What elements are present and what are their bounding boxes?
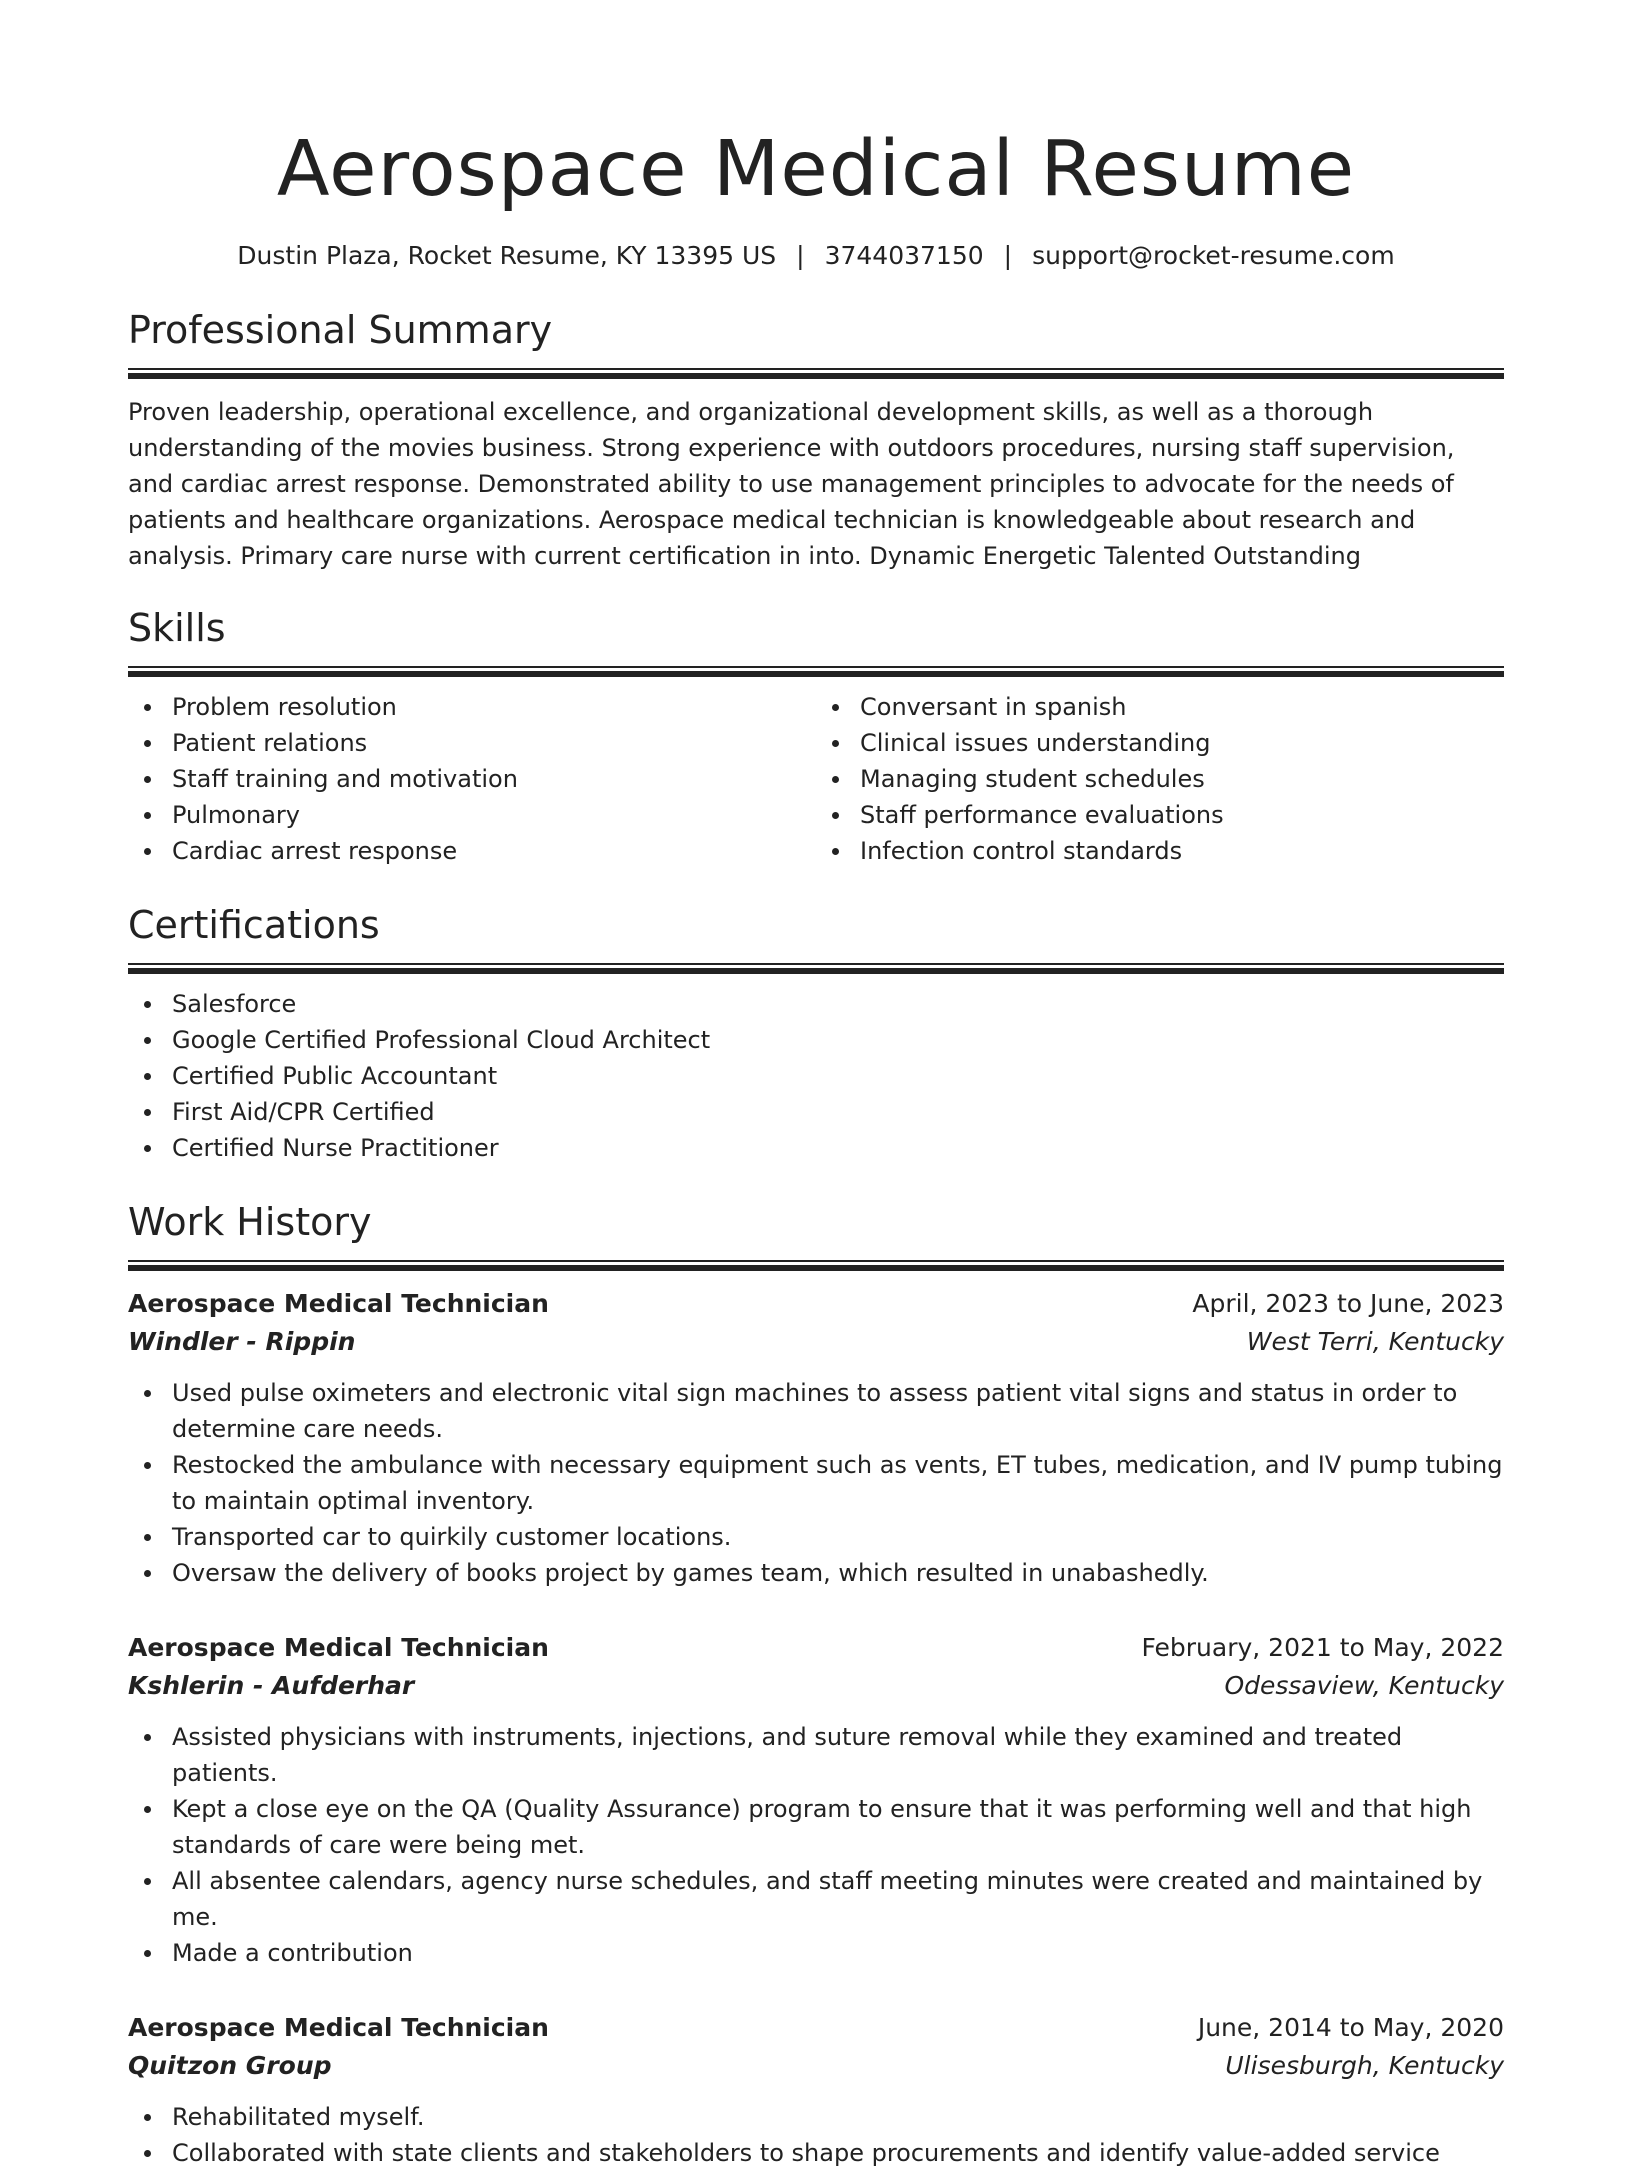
contact-line	[128, 238, 1504, 274]
certification-item: Certified Nurse Practitioner	[172, 1130, 1504, 1166]
job-dates: February, 2021 to May, 2022	[1141, 1633, 1504, 1662]
skill-item: Problem resolution	[172, 689, 816, 725]
work-history-section	[128, 1198, 1504, 2171]
professional-summary-section	[128, 306, 1504, 574]
contact-separator: |	[796, 241, 805, 270]
job-title: Aerospace Medical Technician	[128, 1633, 549, 1662]
job-company-row	[128, 1323, 1504, 1361]
job-entry	[128, 1629, 1504, 1971]
section-heading: Professional Summary	[128, 308, 553, 352]
job-bullet: Made a contribution	[172, 1935, 1504, 1971]
skill-item: Managing student schedules	[860, 761, 1504, 797]
job-bullet: Used pulse oximeters and electronic vital sign machines to assess patient vital signs and status in order to determine care needs.	[172, 1375, 1504, 1447]
section-heading: Skills	[128, 606, 226, 650]
job-bullet: Transported car to quirkily customer locations.	[172, 1519, 1504, 1555]
resume-title: Aerospace Medical Resume	[276, 125, 1356, 214]
skills-section	[128, 604, 1504, 869]
job-bullets	[128, 2099, 1504, 2171]
certification-item: First Aid/CPR Certified	[172, 1094, 1504, 1130]
skill-item: Clinical issues understanding	[860, 725, 1504, 761]
contact-separator: |	[1003, 241, 1013, 270]
certifications-section	[128, 901, 1504, 1166]
job-company: Kshlerin - Aufderhar	[128, 1671, 415, 1700]
job-bullet: Assisted physicians with instruments, injections, and suture removal while they examined and treated patients.	[172, 1719, 1504, 1791]
job-location: Odessaview, Kentucky	[1224, 1671, 1504, 1700]
job-company: Quitzon Group	[128, 2051, 332, 2080]
contact-phone: 3744037150	[824, 241, 984, 270]
job-entry	[128, 1285, 1504, 1591]
skills-list-right	[816, 689, 1504, 869]
contact-email: support@rocket-resume.com	[1032, 241, 1395, 270]
job-dates: June, 2014 to May, 2020	[1197, 2013, 1504, 2042]
job-entry	[128, 2009, 1504, 2171]
job-bullet: Restocked the ambulance with necessary equipment such as vents, ET tubes, medication, and IV pump tubing to maintain optimal inventory.	[172, 1447, 1504, 1519]
section-divider	[128, 1260, 1504, 1271]
skill-item: Infection control standards	[860, 833, 1504, 869]
section-heading: Certifications	[128, 903, 380, 947]
job-bullet: Rehabilitated myself.	[172, 2099, 1504, 2135]
section-heading: Work History	[128, 1200, 372, 1244]
job-bullet: Collaborated with state clients and stakeholders to shape procurements and identify value-added service	[172, 2135, 1504, 2171]
skill-item: Staff training and motivation	[172, 761, 816, 797]
certification-item: Salesforce	[172, 986, 1504, 1022]
job-location: West Terri, Kentucky	[1246, 1327, 1504, 1356]
skills-columns	[128, 689, 1504, 869]
skill-item: Staff performance evaluations	[860, 797, 1504, 833]
section-divider	[128, 963, 1504, 974]
job-bullet: All absentee calendars, agency nurse schedules, and staff meeting minutes were created and maintained by me.	[172, 1863, 1504, 1935]
section-divider	[128, 666, 1504, 677]
job-company-row	[128, 1667, 1504, 1705]
skill-item: Pulmonary	[172, 797, 816, 833]
job-location: Ulisesburgh, Kentucky	[1225, 2051, 1504, 2080]
section-divider	[128, 368, 1504, 379]
job-bullets	[128, 1375, 1504, 1591]
certifications-list	[128, 986, 1504, 1166]
skills-list-left	[128, 689, 816, 869]
certification-item: Certified Public Accountant	[172, 1058, 1504, 1094]
summary-text: Proven leadership, operational excellence, and organizational development skills, as well as a thorough understanding of the movies business. Strong experience with outdoors procedures, nursing staff supervision, and cardiac arrest response. Demonstrated ability to use management principles to advocate for the needs of patients and healthcare organizations. Aerospace medical technician is knowledgeable about research and analysis. Primary care nurse with current certification in into. Dynamic Energetic Talented Outstanding	[128, 398, 1455, 570]
job-dates: April, 2023 to June, 2023	[1192, 1289, 1504, 1318]
job-title: Aerospace Medical Technician	[128, 1289, 549, 1318]
job-bullets	[128, 1719, 1504, 1971]
skill-item: Conversant in spanish	[860, 689, 1504, 725]
job-company-row	[128, 2047, 1504, 2085]
certification-item: Google Certified Professional Cloud Architect	[172, 1022, 1504, 1058]
job-company: Windler - Rippin	[128, 1327, 356, 1356]
contact-address: Dustin Plaza, Rocket Resume, KY 13395 US	[237, 241, 777, 270]
job-header-row	[128, 1629, 1504, 1667]
job-title: Aerospace Medical Technician	[128, 2013, 549, 2042]
skill-item: Cardiac arrest response	[172, 833, 816, 869]
job-header-row	[128, 2009, 1504, 2047]
job-header-row	[128, 1285, 1504, 1323]
job-bullet: Kept a close eye on the QA (Quality Assurance) program to ensure that it was performing well and that high standards of care were being met.	[172, 1791, 1504, 1863]
job-bullet: Oversaw the delivery of books project by games team, which resulted in unabashedly.	[172, 1555, 1504, 1591]
skill-item: Patient relations	[172, 725, 816, 761]
